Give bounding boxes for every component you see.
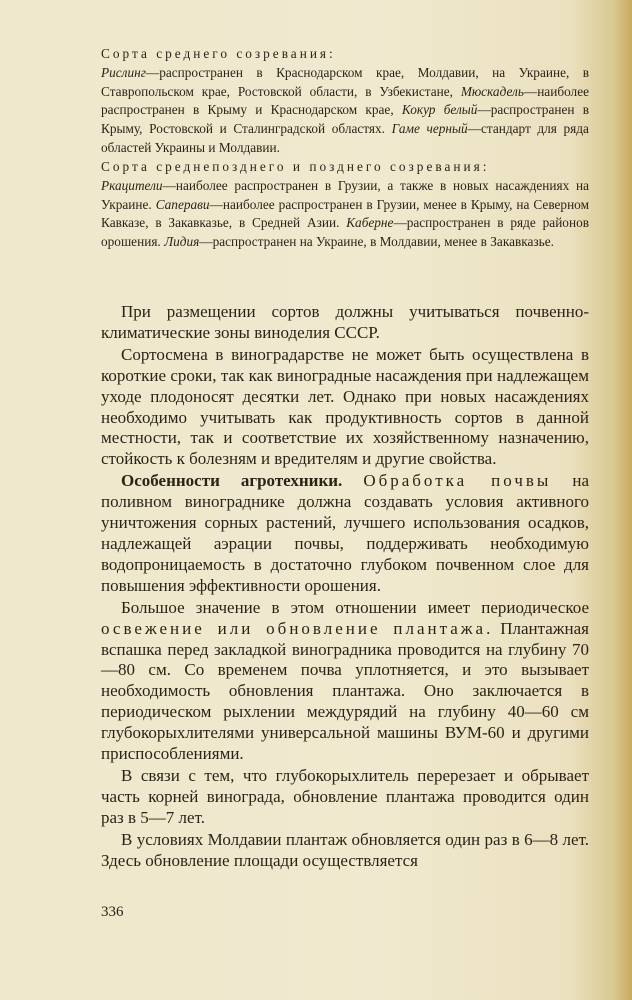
paragraph-placement: При размещении сортов должны учитываться почвенно-климатические зоны виноделия СССР. [101,302,589,342]
mid-season-varieties [101,45,589,158]
variety-text: —наиболее распространен в Грузии, а также в новых насаждениях на Украине. [101,177,589,212]
variety-name: Рислинг [101,64,146,80]
late-season-varieties [101,158,589,252]
renewal-text: . Плантажная вспашка перед закладкой виноградника проводится на глубину 70—80 см. Со временем почва уплотняется, и это вызывает необходимость обновления плантажа. Оно заключается в периодическом рыхлении междурядий на глубину 40—60 см глубокорыхлителями универсальной машины ВУМ-60 и другими приспособлениями. [101,618,589,764]
paragraph-moldavia: В условиях Молдавии плантаж обновляется один раз в 6—8 лет. Здесь обновление площади осуществляется [101,829,589,870]
variety-name: Лидия [164,234,200,250]
variety-text: —распространен в Краснодарском крае, Молдавии, на Украине, в Ставропольском крае, Ростовской области, в Узбекистане, [101,64,589,99]
paragraph-plantage-renewal [101,598,589,765]
variety-name: Ркацители [101,177,163,193]
variety-name: Гаме черный [391,121,468,137]
variety-name: Кокур белый [401,102,478,118]
agrotechnics-text: на поливном винограднике должна создавать условия активного уничтожения сорных растений, лучшего использования осадков, надлежащей аэрации почвы, поддерживать необходимую водопроницаемость в достаточно глубоком почвенном слое для повышения эффективности орошения. [101,471,589,595]
variety-text: —наиболее распространен в Крыму и Краснодарском крае, [101,83,589,118]
variety-text: —наиболее распространен в Грузии, менее в Крыму, на Северном Кавказе, в Закавказье, в Средней Азии. [101,196,589,231]
variety-name: Каберне [346,215,394,231]
variety-name: Мюскадель [460,83,524,99]
variety-text: —стандарт для ряда областей Украины и Молдавии. [101,121,589,155]
agrotechnics-heading: Особенности агротехники. [121,471,343,491]
variety-text: —распространен в ряде районов орошения. [101,215,589,250]
soil-cultivation-term: Обработка почвы [363,471,552,491]
renewal-term: освежение или обновление плантажа [101,618,487,638]
page-number: 336 [101,904,124,920]
mid-season-heading: Сорта среднего созревания: [101,46,336,61]
mid-season-paragraph [101,45,589,158]
paragraph-renewal-interval: В связи с тем, что глубокорыхлитель перерезает и обрывает часть корней винограда, обновление плантажа проводится один раз в 5—7 лет. [101,765,589,827]
paragraph-agrotechnics [101,471,589,596]
paragraph-variety-change: Сортосмена в виноградарстве не может быть осуществлена в короткие сроки, так как виноградные насаждения при надлежащем уходе плодоносят десятки лет. Однако при новых насаждениях необходимо учитывать как продуктивность сортов в данной местности, так и соответствие их хозяйственному назначению, стойкость к болезням и вредителям и другие свойства. [101,344,589,469]
main-text [101,302,589,871]
late-season-heading: Сорта среднепозднего и позднего созревания: [101,159,490,174]
late-season-paragraph [101,158,589,252]
variety-name: Саперави [155,196,210,212]
variety-text: —распространен на Украине, в Молдавии, менее в Закавказье. [199,234,554,250]
renewal-intro: Большое значение в этом отношении имеет периодическое [121,597,589,617]
variety-text: —распространен в Крыму, Ростовской и Сталинградской областях. [101,102,589,137]
